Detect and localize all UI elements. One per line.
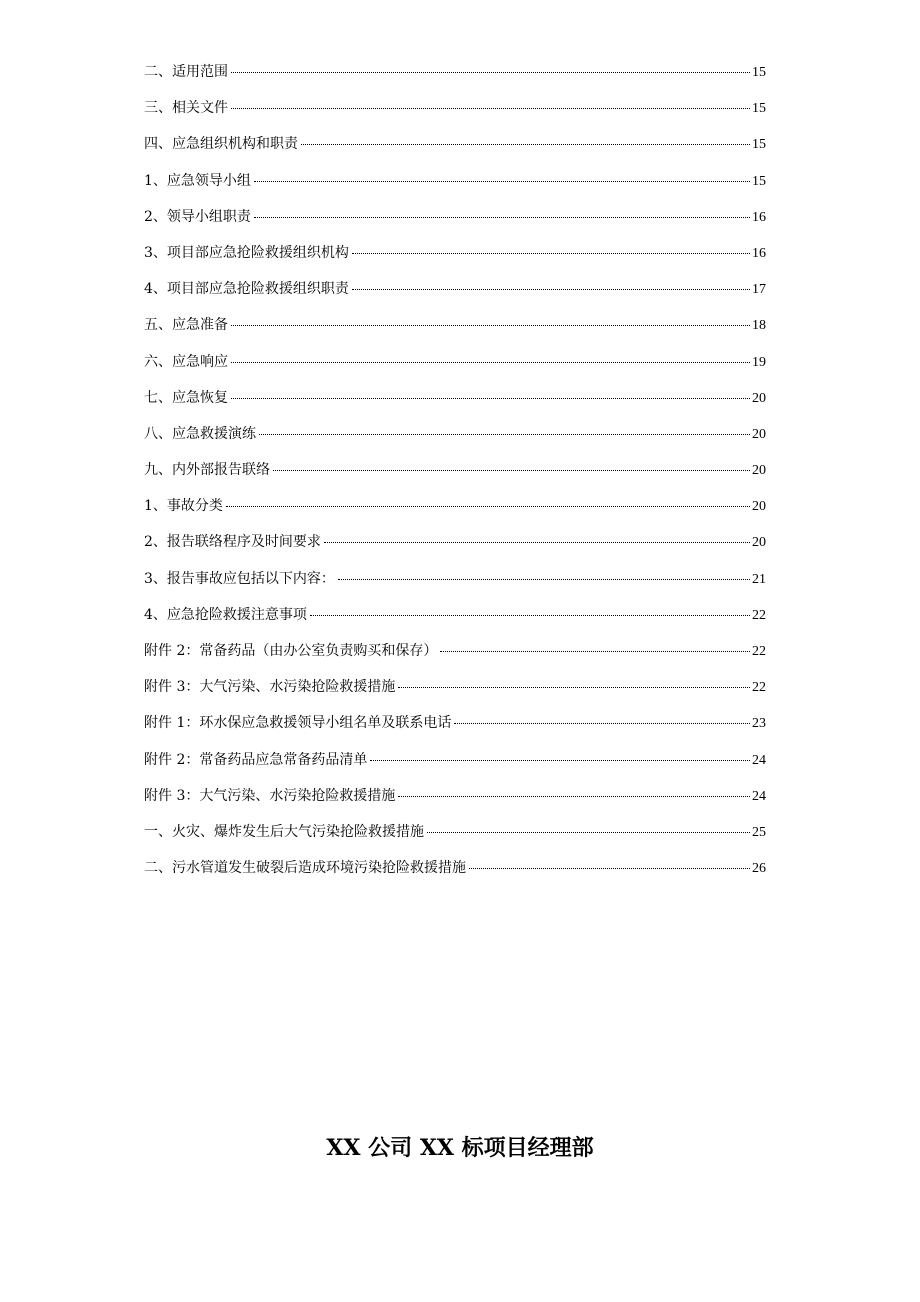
toc-entry-title: 八、应急救援演练 bbox=[144, 425, 256, 442]
toc-dot-leader bbox=[231, 72, 750, 73]
toc-entry[interactable] bbox=[144, 94, 766, 130]
toc-entry-title: 附件 2：常备药品应急常备药品清单 bbox=[144, 751, 368, 768]
toc-entry[interactable] bbox=[144, 311, 766, 347]
toc-entry-title: 1、事故分类 bbox=[144, 498, 223, 515]
toc-page-number: 17 bbox=[752, 282, 766, 298]
toc-page-number: 24 bbox=[752, 752, 766, 768]
toc-dot-leader bbox=[231, 325, 750, 326]
toc-dot-leader bbox=[352, 289, 750, 290]
toc-dot-leader bbox=[254, 217, 750, 218]
toc-entry-title: 二、适用范围 bbox=[144, 64, 228, 80]
toc-entry-title: 九、内外部报告联络 bbox=[144, 462, 270, 479]
organization-title: XX 公司 XX 标项目经理部 bbox=[326, 1135, 594, 1161]
toc-entry[interactable] bbox=[144, 167, 766, 203]
toc-page-number: 24 bbox=[752, 788, 766, 804]
toc-entry[interactable] bbox=[144, 492, 766, 528]
toc-page-number: 22 bbox=[752, 680, 766, 696]
toc-entry-title: 附件 3：大气污染、水污染抢险救援措施 bbox=[144, 787, 396, 804]
toc-dot-leader bbox=[398, 687, 750, 688]
toc-entry-title: 4、应急抢险救援注意事项 bbox=[144, 606, 307, 623]
toc-entry-title: 1、应急领导小组 bbox=[144, 172, 251, 189]
toc-entry[interactable] bbox=[144, 348, 766, 384]
toc-entry[interactable] bbox=[144, 637, 766, 673]
toc-dot-leader bbox=[259, 434, 750, 435]
toc-page-number: 21 bbox=[752, 571, 766, 587]
toc-entry-title: 附件 2：常备药品（由办公室负责购买和保存） bbox=[144, 643, 438, 659]
toc-entry[interactable] bbox=[144, 456, 766, 492]
toc-page-number: 18 bbox=[752, 318, 766, 334]
toc-page-number: 16 bbox=[752, 209, 766, 225]
toc-page-number: 22 bbox=[752, 607, 766, 623]
toc-page-number: 26 bbox=[752, 861, 766, 877]
toc-dot-leader bbox=[231, 108, 750, 109]
toc-entry-title: 3、项目部应急抢险救援组织机构 bbox=[144, 244, 349, 261]
toc-dot-leader bbox=[338, 579, 750, 580]
toc-page-number: 20 bbox=[752, 463, 766, 479]
toc-entry[interactable] bbox=[144, 384, 766, 420]
toc-entry-title: 2、报告联络程序及时间要求 bbox=[144, 534, 321, 551]
table-of-contents bbox=[144, 58, 766, 890]
toc-entry[interactable] bbox=[144, 673, 766, 709]
toc-entry[interactable] bbox=[144, 746, 766, 782]
toc-entry-title: 六、应急响应 bbox=[144, 353, 228, 370]
toc-dot-leader bbox=[398, 796, 750, 797]
toc-page-number: 15 bbox=[752, 173, 766, 189]
toc-entry-title: 一、火灾、爆炸发生后大气污染抢险救援措施 bbox=[144, 823, 424, 840]
toc-dot-leader bbox=[427, 832, 750, 833]
toc-page-number: 15 bbox=[752, 65, 766, 80]
toc-entry[interactable] bbox=[144, 203, 766, 239]
toc-entry[interactable] bbox=[144, 528, 766, 564]
toc-entry-title: 三、相关文件 bbox=[144, 100, 228, 117]
toc-entry-title: 2、领导小组职责 bbox=[144, 208, 251, 225]
toc-entry[interactable] bbox=[144, 782, 766, 818]
toc-entry-title: 五、应急准备 bbox=[144, 317, 228, 334]
toc-dot-leader bbox=[301, 144, 750, 145]
toc-dot-leader bbox=[310, 615, 750, 616]
toc-dot-leader bbox=[231, 362, 750, 363]
toc-dot-leader bbox=[370, 760, 750, 761]
toc-dot-leader bbox=[469, 868, 750, 869]
toc-page-number: 20 bbox=[752, 426, 766, 442]
toc-entry-title: 七、应急恢复 bbox=[144, 389, 228, 406]
toc-entry-title: 四、应急组织机构和职责 bbox=[144, 136, 298, 153]
toc-page-number: 19 bbox=[752, 354, 766, 370]
toc-entry[interactable] bbox=[144, 565, 766, 601]
toc-page-number: 22 bbox=[752, 644, 766, 659]
toc-page-number: 23 bbox=[752, 716, 766, 732]
toc-entry-title: 附件 3：大气污染、水污染抢险救援措施 bbox=[144, 679, 396, 696]
toc-entry[interactable] bbox=[144, 239, 766, 275]
toc-dot-leader bbox=[226, 506, 750, 507]
toc-page-number: 25 bbox=[752, 824, 766, 840]
toc-dot-leader bbox=[352, 253, 750, 254]
toc-page-number: 20 bbox=[752, 535, 766, 551]
toc-dot-leader bbox=[440, 651, 750, 652]
toc-entry[interactable] bbox=[144, 818, 766, 854]
toc-entry-title: 4、项目部应急抢险救援组织职责 bbox=[144, 281, 349, 298]
toc-dot-leader bbox=[273, 470, 750, 471]
toc-entry[interactable] bbox=[144, 709, 766, 745]
toc-page-number: 15 bbox=[752, 137, 766, 153]
toc-entry[interactable] bbox=[144, 601, 766, 637]
toc-entry[interactable] bbox=[144, 275, 766, 311]
toc-dot-leader bbox=[254, 181, 750, 182]
toc-entry-title: 二、污水管道发生破裂后造成环境污染抢险救援措施 bbox=[144, 860, 466, 877]
toc-entry[interactable] bbox=[144, 58, 766, 94]
toc-dot-leader bbox=[324, 542, 750, 543]
toc-entry[interactable] bbox=[144, 130, 766, 166]
toc-page-number: 20 bbox=[752, 390, 766, 406]
toc-entry[interactable] bbox=[144, 854, 766, 890]
toc-dot-leader bbox=[454, 723, 750, 724]
toc-entry-title: 3、报告事故应包括以下内容： bbox=[144, 570, 335, 587]
toc-page-number: 16 bbox=[752, 245, 766, 261]
toc-entry[interactable] bbox=[144, 420, 766, 456]
toc-dot-leader bbox=[231, 398, 750, 399]
toc-page-number: 15 bbox=[752, 101, 766, 117]
toc-page-number: 20 bbox=[752, 499, 766, 515]
toc-entry-title: 附件 1：环水保应急救援领导小组名单及联系电话 bbox=[144, 715, 452, 732]
